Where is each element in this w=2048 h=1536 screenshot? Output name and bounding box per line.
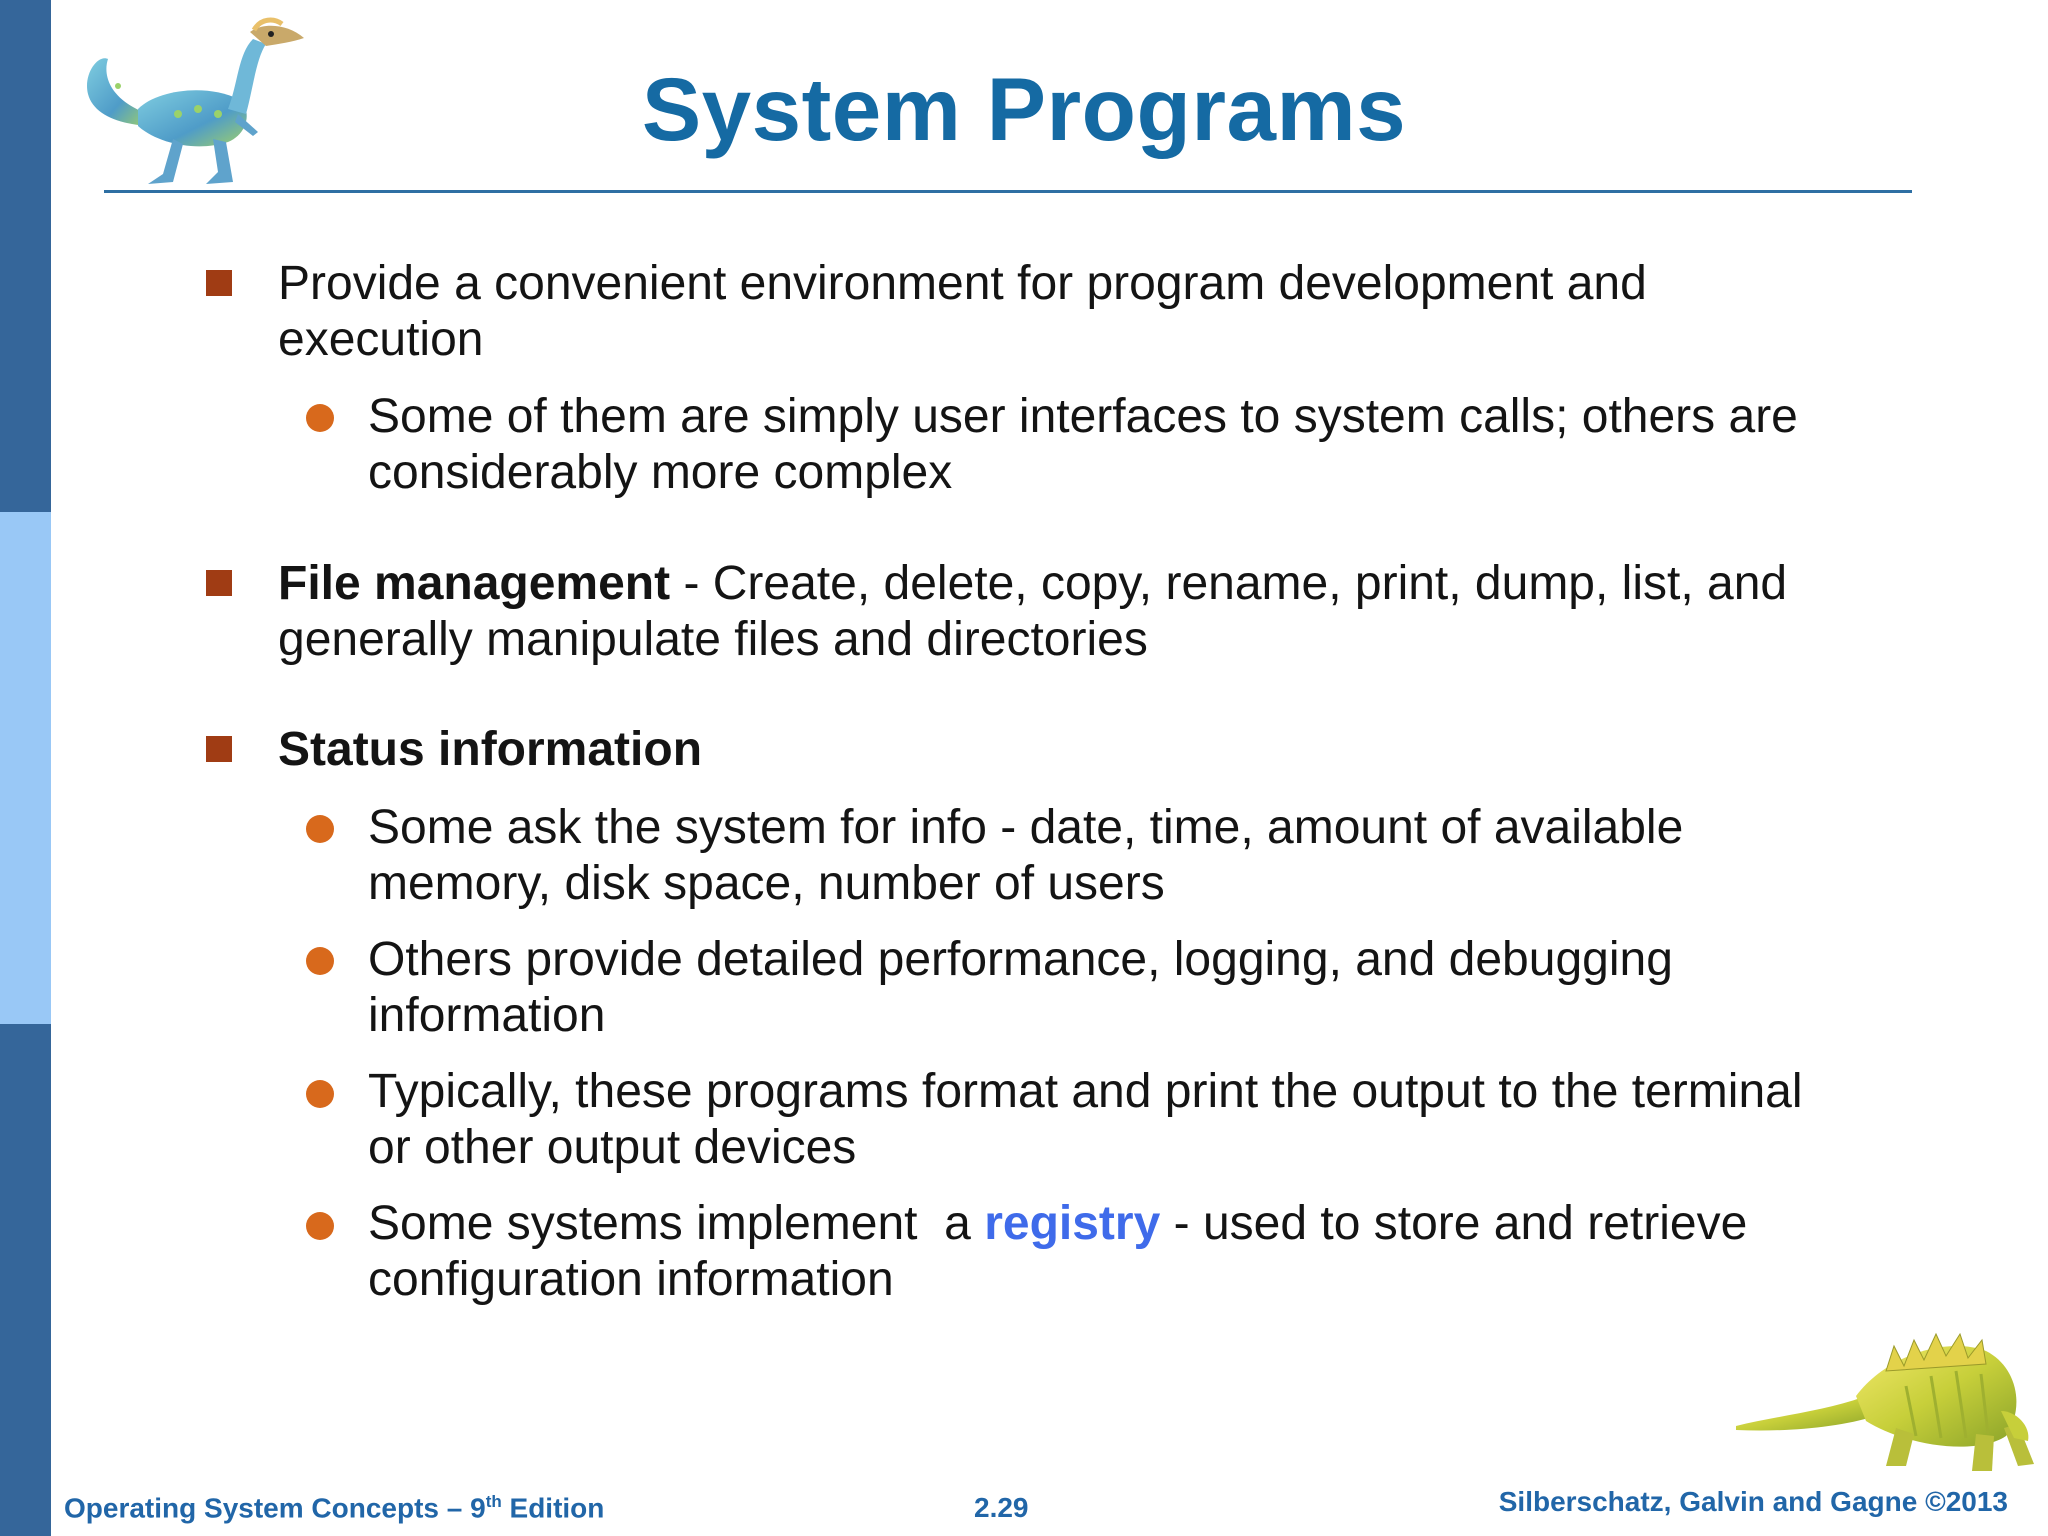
bullet-1-sub-1: Some of them are simply user interfaces to system calls; others are considerably more complex (368, 390, 1798, 499)
bullet-1-text: Provide a convenient environment for program development and execution (278, 257, 1647, 366)
bullet-2 (278, 556, 1838, 668)
bullet-3-sub-1: Some ask the system for info - date, time, amount of available memory, disk space, number of users (368, 801, 1684, 910)
round-bullet-icon (306, 1212, 334, 1240)
page-number: 2.29 (974, 1492, 1029, 1523)
footer-book-title: Operating System Concepts – 9th Edition (64, 1492, 605, 1524)
bullet-3-term: Status information (278, 723, 703, 776)
square-bullet-icon (206, 736, 232, 762)
registry-term: registry (984, 1197, 1161, 1250)
bullet-3-sub-4 (368, 1196, 1848, 1308)
round-bullet-icon (306, 404, 334, 432)
bullet-3-sub-2: Others provide detailed performance, logging, and debugging information (368, 933, 1673, 1042)
bullet-2-term: File management (278, 557, 671, 610)
bullet-3-sub-3: Typically, these programs format and print the output to the terminal or other output devices (368, 1065, 1803, 1174)
bullet-3-sub-4-pre: Some systems implement a (368, 1197, 985, 1250)
page-title: System Programs (641, 59, 1407, 159)
footer-authors: Silberschatz, Galvin and Gagne ©2013 (1498, 1486, 2008, 1517)
square-bullet-icon (206, 270, 232, 296)
square-bullet-icon (206, 570, 232, 596)
bullet-2-text: - Create, delete, copy, rename, print, dump, list, and generally manipulate files and directories (278, 557, 1788, 666)
round-bullet-icon (306, 815, 334, 843)
round-bullet-icon (306, 1080, 334, 1108)
bullet-3-sub-4-post: - used to store and retrieve configuration information (368, 1197, 1748, 1306)
round-bullet-icon (306, 947, 334, 975)
dinosaur-bottom-icon (1736, 1316, 2036, 1482)
